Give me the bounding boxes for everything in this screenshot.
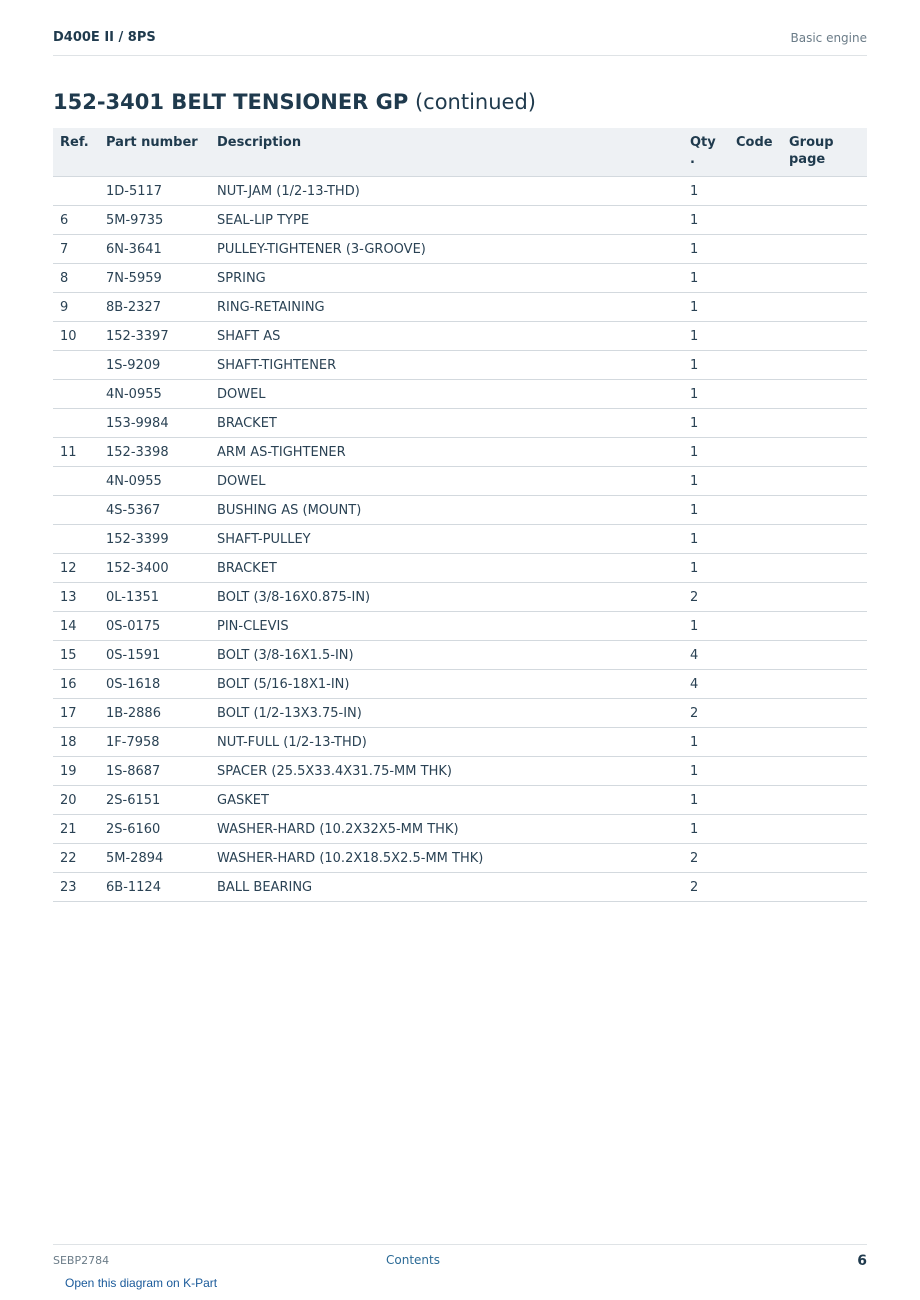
cell-qty: 4 (690, 670, 736, 699)
parts-table (53, 128, 867, 902)
cell-qty: 2 (690, 699, 736, 728)
column-header-qty (690, 128, 736, 177)
cell-code (736, 467, 789, 496)
cell-description: WASHER-HARD (10.2X32X5-MM THK) (217, 815, 690, 844)
cell-description: NUT-JAM (1/2-13-THD) (217, 177, 690, 206)
cell-code (736, 206, 789, 235)
cell-part-number: 0S-1618 (106, 670, 217, 699)
qty-header-line1: Qty (690, 135, 716, 150)
cell-part-number: 8B-2327 (106, 293, 217, 322)
table-row (53, 264, 867, 293)
cell-group-page (789, 177, 867, 206)
cell-ref (53, 496, 106, 525)
cell-qty: 1 (690, 438, 736, 467)
cell-group-page (789, 786, 867, 815)
cell-ref: 21 (53, 815, 106, 844)
cell-group-page (789, 438, 867, 467)
cell-ref (53, 177, 106, 206)
cell-group-page (789, 873, 867, 902)
table-row (53, 409, 867, 438)
cell-ref: 14 (53, 612, 106, 641)
cell-part-number: 5M-2894 (106, 844, 217, 873)
cell-ref (53, 380, 106, 409)
table-row (53, 525, 867, 554)
column-header-ref: Ref. (53, 128, 106, 177)
table-row (53, 438, 867, 467)
cell-part-number: 7N-5959 (106, 264, 217, 293)
page-number: 6 (857, 1253, 867, 1269)
title-continued: (continued) (414, 90, 536, 114)
cell-group-page (789, 380, 867, 409)
cell-group-page (789, 554, 867, 583)
cell-qty: 2 (690, 844, 736, 873)
table-row (53, 206, 867, 235)
cell-part-number: 4N-0955 (106, 467, 217, 496)
table-row (53, 786, 867, 815)
cell-ref: 7 (53, 235, 106, 264)
table-row (53, 351, 867, 380)
group-title: 152-3401 BELT TENSIONER GP (53, 90, 409, 114)
table-row (53, 293, 867, 322)
cell-ref: 22 (53, 844, 106, 873)
qty-header-line2: . (690, 152, 695, 167)
cell-part-number: 4N-0955 (106, 380, 217, 409)
page-footer (53, 1244, 867, 1275)
cell-description: BOLT (3/8-16X1.5-IN) (217, 641, 690, 670)
table-row (53, 467, 867, 496)
table-row (53, 177, 867, 206)
cell-code (736, 177, 789, 206)
cell-description: SHAFT AS (217, 322, 690, 351)
cell-code (736, 554, 789, 583)
cell-description: SPRING (217, 264, 690, 293)
cell-ref: 8 (53, 264, 106, 293)
cell-ref: 23 (53, 873, 106, 902)
cell-qty: 4 (690, 641, 736, 670)
table-row (53, 641, 867, 670)
cell-group-page (789, 525, 867, 554)
cell-group-page (789, 612, 867, 641)
cell-part-number: 152-3398 (106, 438, 217, 467)
cell-qty: 1 (690, 322, 736, 351)
cell-code (736, 815, 789, 844)
cell-description: WASHER-HARD (10.2X18.5X2.5-MM THK) (217, 844, 690, 873)
table-row (53, 873, 867, 902)
cell-qty: 1 (690, 612, 736, 641)
cell-part-number: 4S-5367 (106, 496, 217, 525)
cell-group-page (789, 496, 867, 525)
cell-description: PULLEY-TIGHTENER (3-GROOVE) (217, 235, 690, 264)
cell-part-number: 0S-0175 (106, 612, 217, 641)
cell-ref: 19 (53, 757, 106, 786)
table-row (53, 583, 867, 612)
cell-qty: 1 (690, 786, 736, 815)
cell-part-number: 0L-1351 (106, 583, 217, 612)
cell-code (736, 496, 789, 525)
section-label: Basic engine (790, 31, 867, 45)
table-row (53, 380, 867, 409)
cell-group-page (789, 235, 867, 264)
cell-group-page (789, 844, 867, 873)
cell-part-number: 6N-3641 (106, 235, 217, 264)
group-page-header-line1: Group (789, 135, 834, 150)
cell-qty: 1 (690, 496, 736, 525)
cell-description: ARM AS-TIGHTENER (217, 438, 690, 467)
cell-qty: 1 (690, 409, 736, 438)
cell-description: PIN-CLEVIS (217, 612, 690, 641)
document-id: SEBP2784 (53, 1254, 110, 1267)
cell-ref: 16 (53, 670, 106, 699)
cell-code (736, 235, 789, 264)
cell-description: BUSHING AS (MOUNT) (217, 496, 690, 525)
cell-ref: 17 (53, 699, 106, 728)
table-row (53, 699, 867, 728)
cell-part-number: 1D-5117 (106, 177, 217, 206)
cell-part-number: 0S-1591 (106, 641, 217, 670)
cell-part-number: 6B-1124 (106, 873, 217, 902)
cell-part-number: 153-9984 (106, 409, 217, 438)
cell-description: BALL BEARING (217, 873, 690, 902)
cell-description: BRACKET (217, 409, 690, 438)
cell-group-page (789, 351, 867, 380)
cell-code (736, 612, 789, 641)
cell-group-page (789, 322, 867, 351)
cell-group-page (789, 757, 867, 786)
cell-part-number: 1S-9209 (106, 351, 217, 380)
cell-description: BOLT (5/16-18X1-IN) (217, 670, 690, 699)
cell-code (736, 322, 789, 351)
cell-qty: 1 (690, 815, 736, 844)
cell-group-page (789, 583, 867, 612)
cell-ref (53, 467, 106, 496)
cell-qty: 1 (690, 235, 736, 264)
table-row (53, 235, 867, 264)
cell-group-page (789, 670, 867, 699)
cell-group-page (789, 264, 867, 293)
cell-qty: 1 (690, 206, 736, 235)
cell-group-page (789, 409, 867, 438)
cell-part-number: 152-3399 (106, 525, 217, 554)
cell-code (736, 641, 789, 670)
cell-qty: 1 (690, 525, 736, 554)
cell-code (736, 844, 789, 873)
cell-part-number: 1F-7958 (106, 728, 217, 757)
cell-ref: 9 (53, 293, 106, 322)
table-row (53, 496, 867, 525)
cell-ref: 13 (53, 583, 106, 612)
column-header-description: Description (217, 128, 690, 177)
table-row (53, 844, 867, 873)
cell-description: RING-RETAINING (217, 293, 690, 322)
cell-group-page (789, 206, 867, 235)
cell-code (736, 728, 789, 757)
cell-code (736, 699, 789, 728)
cell-code (736, 438, 789, 467)
cell-qty: 1 (690, 728, 736, 757)
table-row (53, 322, 867, 351)
cell-description: BRACKET (217, 554, 690, 583)
table-row (53, 670, 867, 699)
cell-code (736, 293, 789, 322)
cell-code (736, 264, 789, 293)
cell-qty: 1 (690, 264, 736, 293)
cell-qty: 1 (690, 380, 736, 409)
cell-code (736, 786, 789, 815)
cell-code (736, 351, 789, 380)
table-row (53, 815, 867, 844)
cell-code (736, 670, 789, 699)
cell-part-number: 2S-6160 (106, 815, 217, 844)
column-header-part-number: Part number (106, 128, 217, 177)
cell-description: DOWEL (217, 380, 690, 409)
cell-qty: 2 (690, 873, 736, 902)
cell-qty: 1 (690, 351, 736, 380)
table-row (53, 728, 867, 757)
cell-description: SHAFT-PULLEY (217, 525, 690, 554)
model-label: D400E II / 8PS (53, 30, 156, 45)
cell-group-page (789, 293, 867, 322)
table-row (53, 612, 867, 641)
cell-ref (53, 409, 106, 438)
group-page-header-line2: page (789, 152, 826, 167)
cell-qty: 1 (690, 293, 736, 322)
cell-description: DOWEL (217, 467, 690, 496)
cell-ref (53, 351, 106, 380)
cell-part-number: 5M-9735 (106, 206, 217, 235)
cell-ref (53, 525, 106, 554)
cell-ref: 6 (53, 206, 106, 235)
cell-description: BOLT (3/8-16X0.875-IN) (217, 583, 690, 612)
table-row (53, 757, 867, 786)
cell-code (736, 873, 789, 902)
cell-part-number: 1B-2886 (106, 699, 217, 728)
table-row (53, 554, 867, 583)
cell-description: SHAFT-TIGHTENER (217, 351, 690, 380)
column-header-group-page (789, 128, 867, 177)
cell-ref: 10 (53, 322, 106, 351)
cell-group-page (789, 815, 867, 844)
cell-qty: 1 (690, 757, 736, 786)
cell-qty: 1 (690, 177, 736, 206)
cell-description: BOLT (1/2-13X3.75-IN) (217, 699, 690, 728)
cell-ref: 12 (53, 554, 106, 583)
cell-group-page (789, 728, 867, 757)
cell-code (736, 757, 789, 786)
cell-group-page (789, 641, 867, 670)
table-header-row (53, 128, 867, 177)
cell-part-number: 152-3400 (106, 554, 217, 583)
cell-qty: 1 (690, 554, 736, 583)
cell-description: GASKET (217, 786, 690, 815)
cell-qty: 2 (690, 583, 736, 612)
kpart-diagram-link[interactable]: Open this diagram on K-Part (65, 1276, 218, 1290)
cell-group-page (789, 699, 867, 728)
cell-ref: 11 (53, 438, 106, 467)
cell-description: SPACER (25.5X33.4X31.75-MM THK) (217, 757, 690, 786)
cell-ref: 20 (53, 786, 106, 815)
page-header (53, 28, 867, 56)
contents-link[interactable]: Contents (386, 1253, 440, 1267)
cell-code (736, 583, 789, 612)
cell-qty: 1 (690, 467, 736, 496)
cell-code (736, 409, 789, 438)
cell-group-page (789, 467, 867, 496)
column-header-code: Code (736, 128, 789, 177)
cell-description: NUT-FULL (1/2-13-THD) (217, 728, 690, 757)
cell-ref: 15 (53, 641, 106, 670)
cell-description: SEAL-LIP TYPE (217, 206, 690, 235)
cell-code (736, 525, 789, 554)
page-title (53, 90, 536, 114)
cell-ref: 18 (53, 728, 106, 757)
cell-code (736, 380, 789, 409)
parts-table-body (53, 177, 867, 902)
cell-part-number: 152-3397 (106, 322, 217, 351)
cell-part-number: 2S-6151 (106, 786, 217, 815)
cell-part-number: 1S-8687 (106, 757, 217, 786)
